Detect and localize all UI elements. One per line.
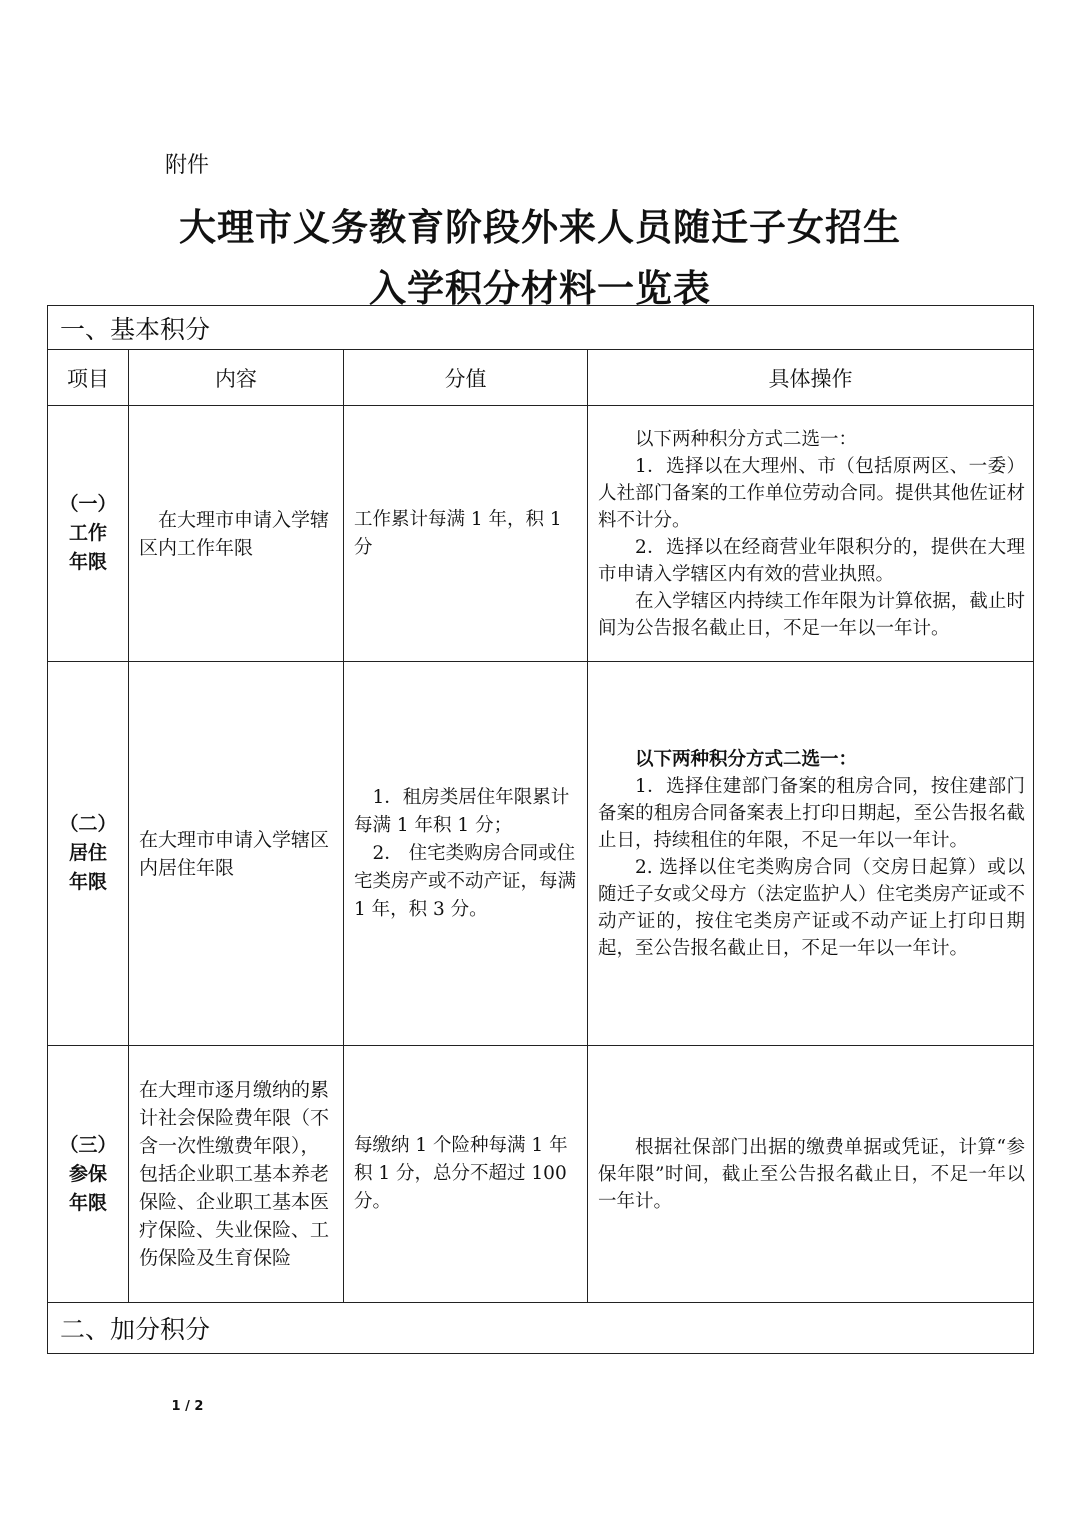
row-content: 在大理市申请入学辖区内工作年限 — [129, 406, 344, 662]
table-header-row — [48, 350, 1034, 406]
row-item-label: （三） 参保 年限 — [48, 1046, 129, 1303]
table-row-residence-years — [48, 662, 1034, 1046]
header-content: 内容 — [129, 350, 344, 406]
table-row-insurance-years — [48, 1046, 1034, 1303]
header-item: 项目 — [48, 350, 129, 406]
header-score: 分值 — [344, 350, 588, 406]
section-basic-points: 一、基本积分 — [48, 306, 1034, 350]
row-item-label: （一） 工作 年限 — [48, 406, 129, 662]
row-score: 每缴纳 1 个险种每满 1 年积 1 分，总分不超过 100 分。 — [344, 1046, 588, 1303]
row-operation: 根据社保部门出据的缴费单据或凭证，计算“参保年限”时间，截止至公告报名截止日，不足一年以一年计。 — [588, 1046, 1034, 1303]
row-score: 工作累计每满 1 年，积 1 分 — [344, 406, 588, 662]
page-title-line2: 入学积分材料一览表 — [369, 266, 711, 310]
row-operation: 以下两种积分方式二选一： 1．选择住建部门备案的租房合同，按住建部门备案的租房合同备案表上打印日期起，至公告报名截止日，持续租住的年限，不足一年以一年计。 2. 选择以住宅类购房合同（交房日起算）或以随迁子女或父母方（法定监护人）住宅类房产证或不动产证的，按住宅类房产证或不动产证上打印日期起，至公告报名截止日，不足一年以一年计。 — [588, 662, 1034, 1046]
table-row-work-years — [48, 406, 1034, 662]
section-bonus-points: 二、加分积分 — [48, 1303, 1034, 1354]
row-score: 1．租房类居住年限累计每满 1 年积 1 分； 2． 住宅类购房合同或住宅类房产或不动产证，每满 1 年，积 3 分。 — [344, 662, 588, 1046]
row-operation: 以下两种积分方式二选一： 1．选择以在大理州、市（包括原两区、一委）人社部门备案的工作单位劳动合同。提供其他佐证材料不计分。 2．选择以在经商营业年限积分的，提供在大理市申请入学辖区内有效的营业执照。 在入学辖区内持续工作年限为计算依据，截止时间为公告报名截止日，不足一年以一年计。 — [588, 406, 1034, 662]
points-table — [47, 305, 1034, 1354]
page-number: 1 / 2 — [171, 1399, 204, 1414]
row-item-label: （二） 居住 年限 — [48, 662, 129, 1046]
header-operation: 具体操作 — [588, 350, 1034, 406]
attachment-label: 附件 — [165, 153, 210, 178]
page-title-line1: 大理市义务教育阶段外来人员随迁子女招生 — [179, 205, 901, 249]
row-content: 在大理市逐月缴纳的累计社会保险费年限（不含一次性缴费年限），包括企业职工基本养老保险、企业职工基本医疗保险、失业保险、工伤保险及生育保险 — [129, 1046, 344, 1303]
row-content: 在大理市申请入学辖区内居住年限 — [129, 662, 344, 1046]
